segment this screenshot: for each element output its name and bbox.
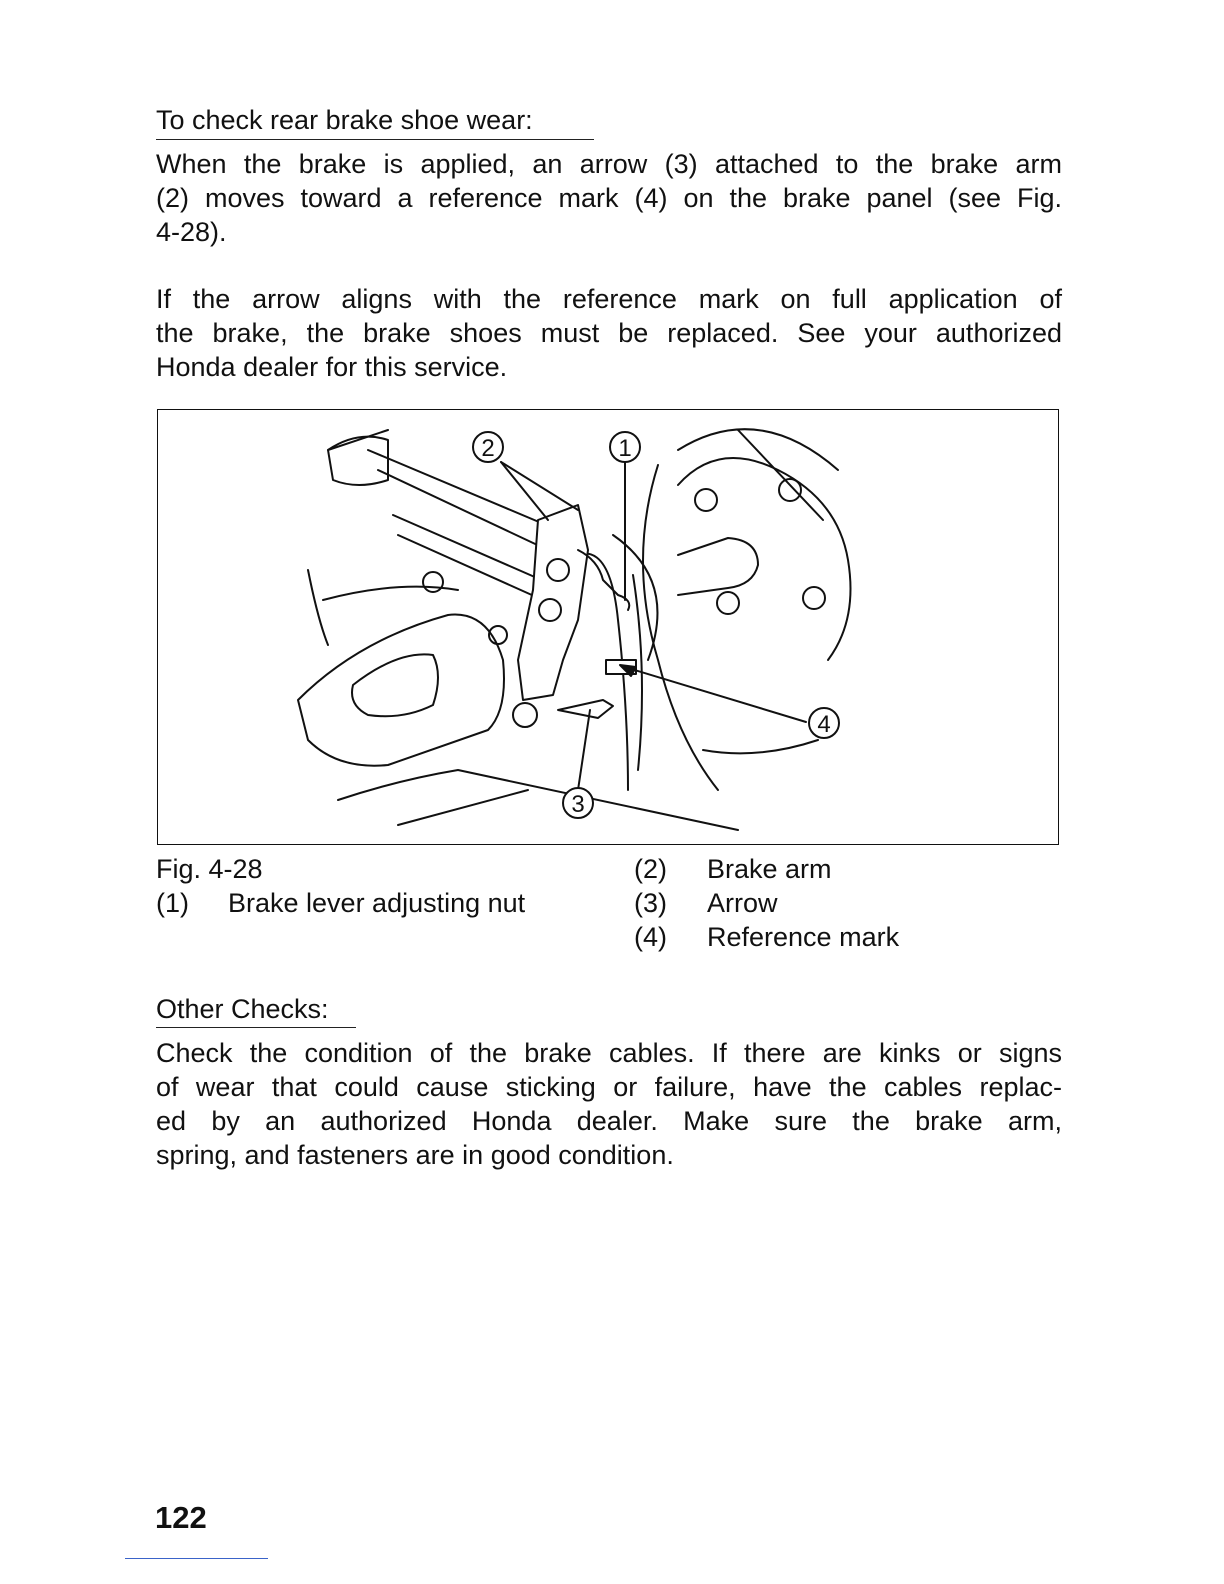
callout-label: 4 [817, 711, 831, 738]
section-heading-other-checks: Other Checks: [156, 994, 329, 1024]
cable-housing [328, 437, 388, 485]
callout-leader-2 [501, 462, 578, 510]
legend-label-1: Brake lever adjusting nut [228, 888, 526, 918]
text-line: (2) moves toward a reference mark (4) on the brake panel (see Fig. [156, 183, 1062, 213]
figure-caption: Fig. 4-28 [156, 854, 263, 884]
paragraph-brake-arrow [156, 147, 1062, 249]
text-line: spring, and fasteners are in good condition. [156, 1140, 674, 1170]
heading-underline [156, 139, 594, 140]
text-line: Honda dealer for this service. [156, 352, 508, 382]
brake-arm-pivot [513, 703, 537, 727]
brake-cable [398, 535, 543, 600]
wheel-outline [703, 740, 818, 753]
frame-line [338, 770, 738, 830]
legend-label-2: Brake arm [707, 854, 832, 884]
section-heading-rear-brake-wear: To check rear brake shoe wear: [156, 105, 533, 135]
frame-bolt [423, 572, 443, 592]
callout-leader-3 [578, 710, 590, 790]
legend-num-1: (1) [156, 888, 189, 918]
brake-cable [368, 450, 558, 530]
wheel-outline [643, 465, 718, 790]
text-line: If the arrow aligns with the reference mark on full application of [156, 284, 1062, 314]
callout-label: 1 [618, 435, 632, 462]
hub-hole [803, 587, 825, 609]
callout-label: 3 [571, 791, 585, 818]
page-number: 122 [155, 1500, 207, 1535]
legend-num-3: (3) [634, 888, 667, 918]
wear-arrow [558, 700, 613, 718]
wheel-outline [738, 430, 823, 520]
text-line: the brake, the brake shoes must be replaced. See your authorized [156, 318, 1062, 348]
callout-leader-2 [501, 462, 548, 520]
axle [678, 538, 758, 595]
paragraph-other-checks [156, 1036, 1062, 1172]
swingarm-window [352, 654, 438, 716]
text-line: Check the condition of the brake cables. If there are kinks or signs [156, 1038, 1062, 1068]
brake-arm [518, 505, 588, 700]
text-line: 4-28). [156, 217, 227, 247]
swingarm-edge [308, 570, 328, 645]
text-line: of wear that could cause sticking or failure, have the cables replac- [156, 1072, 1062, 1102]
hub-hole [695, 489, 717, 511]
paragraph-replace-shoes [156, 282, 1062, 384]
hub-hole [717, 592, 739, 614]
callout-3 [563, 788, 593, 818]
callout-4 [809, 708, 839, 738]
legend-label-4: Reference mark [707, 922, 900, 952]
callout-1 [610, 432, 640, 462]
brake-illustration [158, 410, 1060, 846]
legend-num-2: (2) [634, 854, 667, 884]
legend-label-3: Arrow [707, 888, 778, 918]
brake-figure [157, 409, 1059, 845]
hub-hole [779, 479, 801, 501]
callout-label: 2 [481, 435, 495, 462]
text-line: When the brake is applied, an arrow (3) attached to the brake arm [156, 149, 1062, 179]
footer-rule [125, 1558, 268, 1559]
callout-leader-4 [628, 668, 806, 722]
heading-underline [156, 1027, 356, 1028]
swingarm-edge [323, 587, 458, 600]
brake-cable [393, 515, 553, 585]
legend-num-4: (4) [634, 922, 667, 952]
wheel-outline [678, 429, 838, 470]
callout-2 [473, 432, 503, 462]
text-line: ed by an authorized Honda dealer. Make sure the brake arm, [156, 1106, 1062, 1136]
swingarm [298, 615, 504, 766]
frame-line [398, 790, 528, 825]
cable-housing [328, 430, 388, 450]
